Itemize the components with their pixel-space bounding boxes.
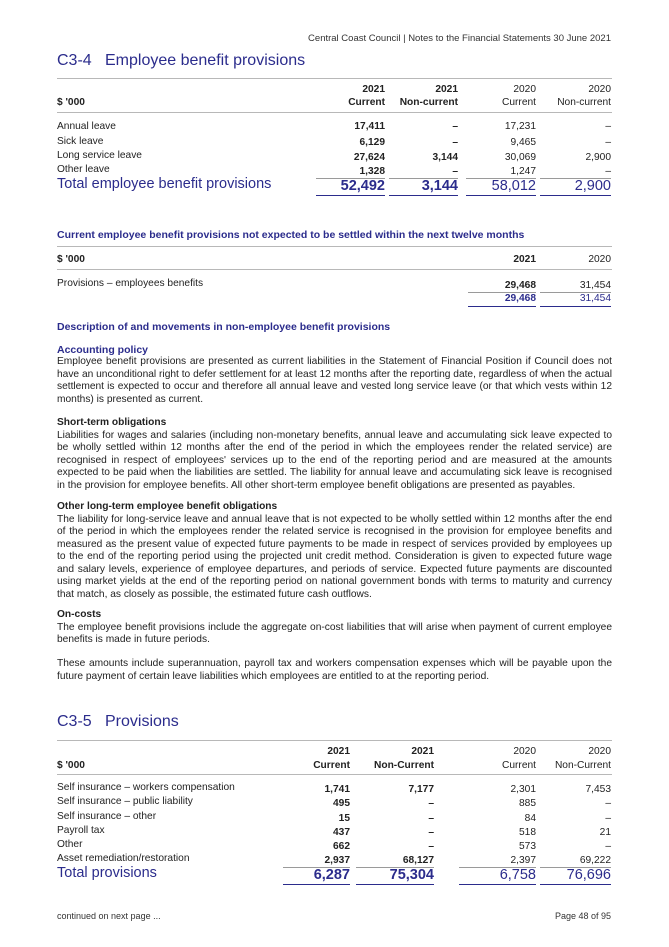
col-label: Non-Current xyxy=(554,760,611,771)
total-value: 52,492 xyxy=(340,178,385,194)
cell-value: 3,144 xyxy=(432,152,458,163)
accounting-policy-text: Employee benefit provisions are presented as current liabilities in the Statement of Financial Position if Council does not have an unconditional right to defer settlement for at least 12 months after the reporting date, regardless of when the actual settlement is expected to occur and therefore all annual leave and vested long service leave (or that which vests within 12 months) is presented as current. xyxy=(57,356,612,405)
cell-value: – xyxy=(605,166,611,177)
row-label: Self insurance – workers compensation xyxy=(57,782,235,793)
total-label: Total provisions xyxy=(57,865,157,881)
row-label: Self insurance – other xyxy=(57,811,157,822)
row-label: Long service leave xyxy=(57,150,142,161)
cell-value: 1,247 xyxy=(510,166,536,177)
page-header: Central Coast Council | Notes to the Financial Statements 30 June 2021 xyxy=(308,33,611,44)
cell-value: – xyxy=(605,813,611,824)
total-value: 58,012 xyxy=(491,178,536,194)
paragraph-text: The employee benefit provisions include the aggregate on-cost liabilities that will arise when payment of current employee benefits is made in future periods. xyxy=(57,621,612,645)
cell-value: 21 xyxy=(599,827,611,838)
cell-value: – xyxy=(452,166,458,177)
section-title-text: Provisions xyxy=(105,713,179,730)
cell-value: 9,465 xyxy=(510,137,536,148)
col-year: 2020 xyxy=(513,84,536,95)
cell-value: 2,301 xyxy=(510,784,536,795)
cell-value: 1,741 xyxy=(324,784,350,795)
unit-label: $ '000 xyxy=(57,97,85,108)
cell-value: 2,937 xyxy=(324,855,350,866)
row-label: Sick leave xyxy=(57,136,104,147)
col-year: 2020 xyxy=(588,746,611,757)
cell-value: 29,468 xyxy=(504,280,536,291)
col-year: 2021 xyxy=(411,746,434,757)
total-value: 6,758 xyxy=(499,867,536,883)
cell-value: – xyxy=(605,798,611,809)
table-top-rule xyxy=(57,740,612,741)
page-number: Page 48 of 95 xyxy=(554,911,611,921)
cell-value: – xyxy=(452,121,458,132)
col-label: Non-current xyxy=(399,97,458,108)
total-value: 76,696 xyxy=(566,867,611,883)
col-year: 2021 xyxy=(513,254,536,265)
unit-label: $ '000 xyxy=(57,254,85,265)
total-value: 2,900 xyxy=(574,178,611,194)
subsection-heading: Description of and movements in non-employee benefit provisions xyxy=(57,321,391,333)
oncosts-text-2: These amounts include superannuation, payroll tax and workers compensation expenses which will be payable upon the future payment of certain leave liabilities which employees are entitled to at the reporting period. xyxy=(57,658,612,682)
col-label: Current xyxy=(502,97,536,108)
row-label: Annual leave xyxy=(57,121,116,132)
col-year: 2021 xyxy=(435,84,458,95)
total-rule xyxy=(540,195,611,196)
paragraph-title: Other long-term employee benefit obligations xyxy=(57,501,278,512)
paragraph-title: Short-term obligations xyxy=(57,417,167,428)
cell-value: 7,453 xyxy=(585,784,611,795)
cell-value: 495 xyxy=(333,798,350,809)
oncosts-section xyxy=(57,609,612,647)
total-rule xyxy=(540,884,611,885)
cell-value: – xyxy=(428,827,434,838)
row-label: Payroll tax xyxy=(57,825,105,836)
cell-value: 27,624 xyxy=(353,152,385,163)
section-number: C3-5 xyxy=(57,713,92,730)
cell-value: 17,231 xyxy=(504,121,536,132)
row-label: Other leave xyxy=(57,164,110,175)
cell-value: 1,328 xyxy=(359,166,385,177)
cell-value: 2,397 xyxy=(510,855,536,866)
col-label: Current xyxy=(313,760,350,771)
cell-value: – xyxy=(428,813,434,824)
paragraph-title: On-costs xyxy=(57,609,102,620)
col-label: Current xyxy=(502,760,536,771)
cell-value: 518 xyxy=(519,827,536,838)
table-top-rule xyxy=(57,246,612,247)
row-label: Other xyxy=(57,839,83,850)
total-rule xyxy=(356,884,434,885)
row-label: Self insurance – public liability xyxy=(57,796,193,807)
cell-value: 885 xyxy=(519,798,536,809)
total-value: 31,454 xyxy=(579,293,611,304)
total-rule xyxy=(459,884,536,885)
cell-value: – xyxy=(605,841,611,852)
subsection-heading: Current employee benefit provisions not expected to be settled within the next twelve months xyxy=(57,229,525,241)
cell-value: 6,129 xyxy=(359,137,385,148)
section-title-c3-4 xyxy=(57,52,305,70)
col-year: 2021 xyxy=(327,746,350,757)
section-title-c3-5 xyxy=(57,713,179,731)
col-year: 2021 xyxy=(362,84,385,95)
total-rule xyxy=(316,195,385,196)
cell-value: 69,222 xyxy=(579,855,611,866)
row-label: Provisions – employees benefits xyxy=(57,278,204,289)
table-top-rule xyxy=(57,78,612,79)
cell-value: 2,900 xyxy=(585,152,611,163)
cell-value: 573 xyxy=(519,841,536,852)
cell-value: – xyxy=(428,798,434,809)
total-value: 3,144 xyxy=(421,178,458,194)
col-label: Non-Current xyxy=(374,760,434,771)
header-bottom-rule xyxy=(57,774,612,775)
total-rule xyxy=(389,195,458,196)
total-value: 6,287 xyxy=(313,867,350,883)
short-term-section xyxy=(57,417,612,492)
cell-value: 17,411 xyxy=(354,121,385,132)
cell-value: – xyxy=(452,137,458,148)
col-year: 2020 xyxy=(588,254,611,265)
cell-value: – xyxy=(605,121,611,132)
unit-label: $ '000 xyxy=(57,760,85,771)
cell-value: 7,177 xyxy=(408,784,434,795)
long-term-section xyxy=(57,501,612,601)
total-value: 29,468 xyxy=(504,293,536,304)
col-year: 2020 xyxy=(588,84,611,95)
header-bottom-rule xyxy=(57,269,612,270)
row-label: Asset remediation/restoration xyxy=(57,853,190,864)
continued-note: continued on next page ... xyxy=(57,911,161,921)
accounting-policy-title: Accounting policy xyxy=(57,344,149,356)
cell-value: 84 xyxy=(524,813,536,824)
cell-value: 15 xyxy=(338,813,350,824)
total-rule xyxy=(468,306,536,307)
section-title-text: Employee benefit provisions xyxy=(105,52,306,69)
col-label: Current xyxy=(348,97,385,108)
paragraph-text: Liabilities for wages and salaries (including non-monetary benefits, annual leave and accumulating sick leave expected to be wholly settled within 12 months after the end of the period in which the employees render the related service) are recognised in respect of employees' services up to the end of the reporting period and are measured at the amounts expected to be paid when the liabilities are settled. The liability for annual leave and accumulating sick leave is recognised in the provision for employee benefits. All other short-term employee benefit obligations are presented as payables. xyxy=(57,429,612,491)
cell-value: 31,454 xyxy=(579,280,611,291)
cell-value: – xyxy=(605,137,611,148)
header-bottom-rule xyxy=(57,112,612,113)
cell-value: 68,127 xyxy=(402,855,434,866)
total-rule xyxy=(466,195,536,196)
total-rule xyxy=(540,306,611,307)
total-rule xyxy=(283,884,350,885)
cell-value: 662 xyxy=(333,841,350,852)
total-value: 75,304 xyxy=(389,867,434,883)
paragraph-text: The liability for long-service leave and annual leave that is not expected to be wholly settled within 12 months after the end of the period in which the employees render the related service is recognised in the provision for employee benefits and measured as the present value of expected future payments to be made in respect of services provided by employees up to the end of the reporting period using the projected unit credit method. Consideration is given to expected future wage and salary levels, experience of employee departures, and periods of service. Expected future payments are discounted using market yields at the end of the reporting period on national government bonds with terms to maturity and currency that match, as closely as possible, the estimated future cash outflows. xyxy=(57,513,612,600)
total-label: Total employee benefit provisions xyxy=(57,176,272,192)
section-number: C3-4 xyxy=(57,52,92,69)
col-label: Non-current xyxy=(557,97,611,108)
cell-value: – xyxy=(428,841,434,852)
cell-value: 30,069 xyxy=(504,152,536,163)
col-year: 2020 xyxy=(513,746,536,757)
cell-value: 437 xyxy=(333,827,350,838)
